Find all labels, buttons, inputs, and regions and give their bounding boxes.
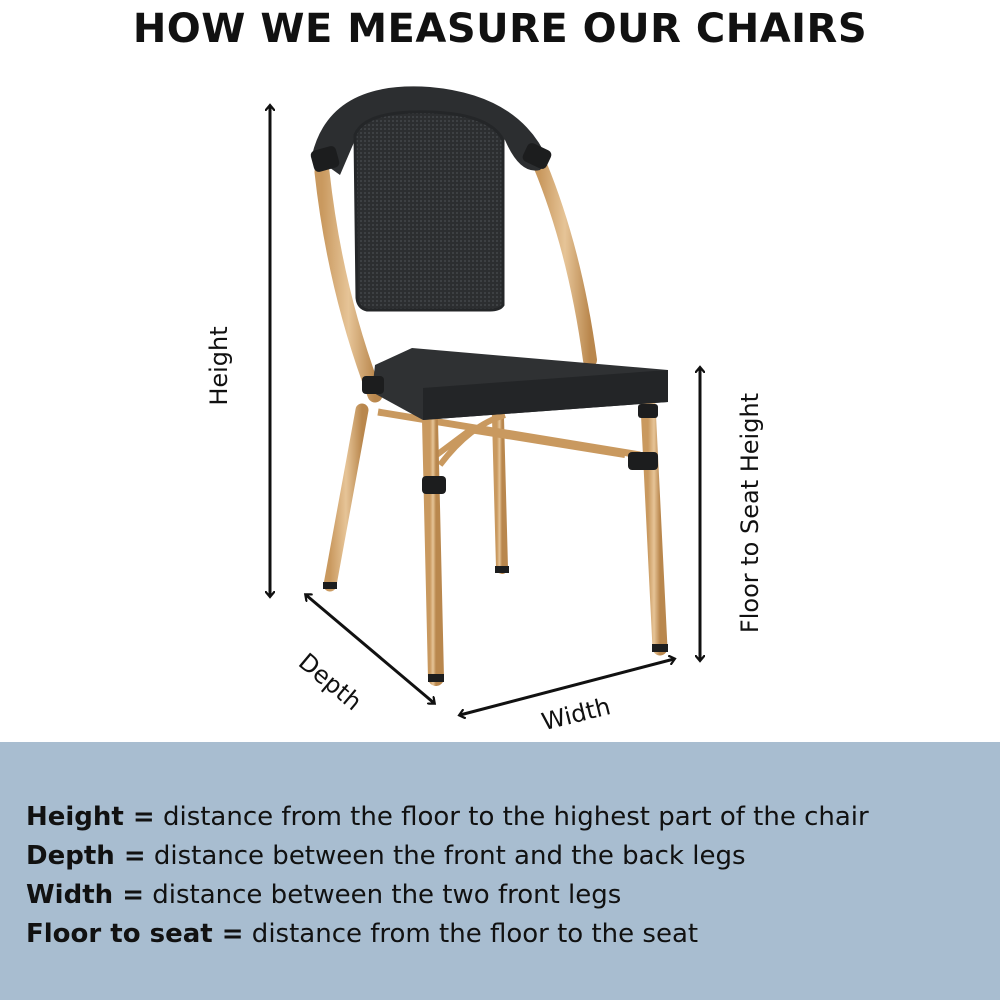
- chair-front-leg-right: [648, 405, 660, 648]
- definition-term: Width =: [26, 880, 144, 910]
- definition-text: distance between the two front legs: [143, 880, 622, 910]
- width-label: Width: [538, 692, 614, 737]
- height-label: Height: [205, 326, 233, 406]
- definition-term: Depth =: [26, 841, 146, 871]
- definitions-panel: [0, 742, 1000, 1000]
- chair-back-leg-left: [330, 410, 362, 585]
- definition-text: distance from the floor to the seat: [243, 919, 699, 949]
- definition-depth: [26, 837, 869, 876]
- chair-illustration: [310, 86, 668, 682]
- definition-text: distance from the floor to the highest part of the chair: [154, 802, 869, 832]
- definitions-list: [26, 798, 869, 954]
- definition-width: [26, 876, 869, 915]
- chair-back-frame-right: [540, 165, 590, 360]
- definition-floor-to-seat: [26, 915, 869, 954]
- chair-front-leg-left: [430, 420, 436, 678]
- definition-term: Floor to seat =: [26, 919, 244, 949]
- definition-height: [26, 798, 869, 837]
- definition-text: distance between the front and the back legs: [145, 841, 746, 871]
- depth-label: Depth: [293, 647, 368, 717]
- definition-term: Height =: [26, 802, 155, 832]
- page-title: HOW WE MEASURE OUR CHAIRS: [132, 6, 868, 52]
- floor-to-seat-label: Floor to Seat Height: [736, 392, 764, 634]
